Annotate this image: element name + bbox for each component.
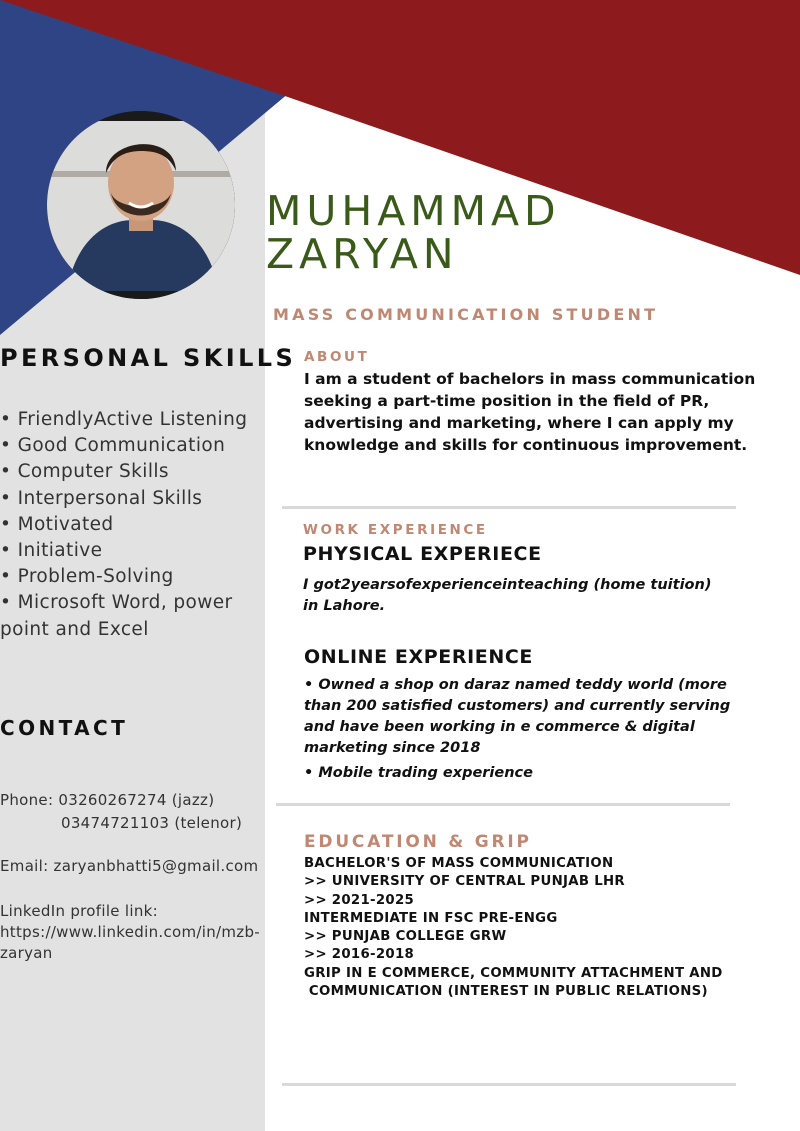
section-divider (282, 506, 736, 509)
phone-secondary: 03474721103 (telenor) (61, 814, 243, 832)
online-experience-bullet: • Mobile trading experience (304, 765, 533, 781)
education-line: INTERMEDIATE IN FSC PRE-ENGG (304, 910, 558, 926)
last-name: ZARYAN (266, 230, 459, 278)
skill-item: • Computer Skills (0, 461, 169, 483)
education-line: >> PUNJAB COLLEGE GRW (304, 929, 507, 945)
education-list (304, 855, 723, 1001)
section-divider (276, 803, 730, 806)
phone-primary: Phone: 03260267274 (jazz) (0, 791, 215, 809)
skill-item: • Motivated (0, 513, 114, 535)
profile-photo (47, 111, 235, 299)
skill-item: • Microsoft Word, power point and Excel (0, 592, 233, 640)
physical-experience-line: I got2yearsofexperienceinteaching (home tuition) (303, 577, 712, 593)
work-experience-label: WORK EXPERIENCE (303, 522, 488, 538)
skill-item: • Problem-Solving (0, 566, 174, 588)
section-divider (282, 1083, 736, 1086)
contact-heading: CONTACT (0, 716, 129, 740)
about-text: I am a student of bachelors in mass communication seeking a part-time position in the field of PR, advertising and marketing, where I can apply my knowledge and skills for continuous improvement. (304, 370, 756, 454)
skill-item: • Good Communication (0, 435, 226, 457)
linkedin-url-continued[interactable]: zaryan (0, 944, 53, 962)
skill-item: • FriendlyActive Listening (0, 409, 248, 430)
education-line: COMMUNICATION (INTEREST IN PUBLIC RELATIONS) (304, 984, 708, 1000)
job-subtitle: MASS COMMUNICATION STUDENT (273, 305, 659, 324)
education-line: BACHELOR'S OF MASS COMMUNICATION (304, 856, 614, 871)
online-experience-title: ONLINE EXPERIENCE (304, 646, 533, 668)
linkedin-url[interactable]: https://www.linkedin.com/in/mzb- (0, 923, 260, 941)
first-name: MUHAMMAD (266, 187, 561, 235)
education-line: >> 2016-2018 (304, 947, 415, 963)
education-line: GRIP IN E COMMERCE, COMMUNITY ATTACHMENT AND (304, 965, 723, 981)
education-line: >> 2021-2025 (304, 892, 415, 908)
education-label: EDUCATION & GRIP (304, 832, 532, 852)
personal-skills-heading: PERSONAL SKILLS (0, 344, 297, 372)
skill-item: • Interpersonal Skills (0, 487, 203, 509)
about-label: ABOUT (304, 349, 370, 365)
linkedin-label: LinkedIn profile link: (0, 902, 158, 920)
education-line: >> UNIVERSITY OF CENTRAL PUNJAB LHR (304, 874, 625, 890)
skill-item: • Initiative (0, 540, 103, 562)
full-name (266, 187, 561, 278)
physical-experience-title: PHYSICAL EXPERIECE (303, 543, 542, 565)
email-address: Email: zaryanbhatti5@gmail.com (0, 857, 259, 875)
online-experience-text: • Owned a shop on daraz named teddy world (more than 200 satisfied customers) and currently serving and have been working in e commerce & digital marketing since 2018 (304, 677, 731, 756)
avatar-person-icon (47, 111, 235, 299)
skills-list (0, 407, 265, 643)
physical-experience-line: in Lahore. (303, 598, 386, 614)
